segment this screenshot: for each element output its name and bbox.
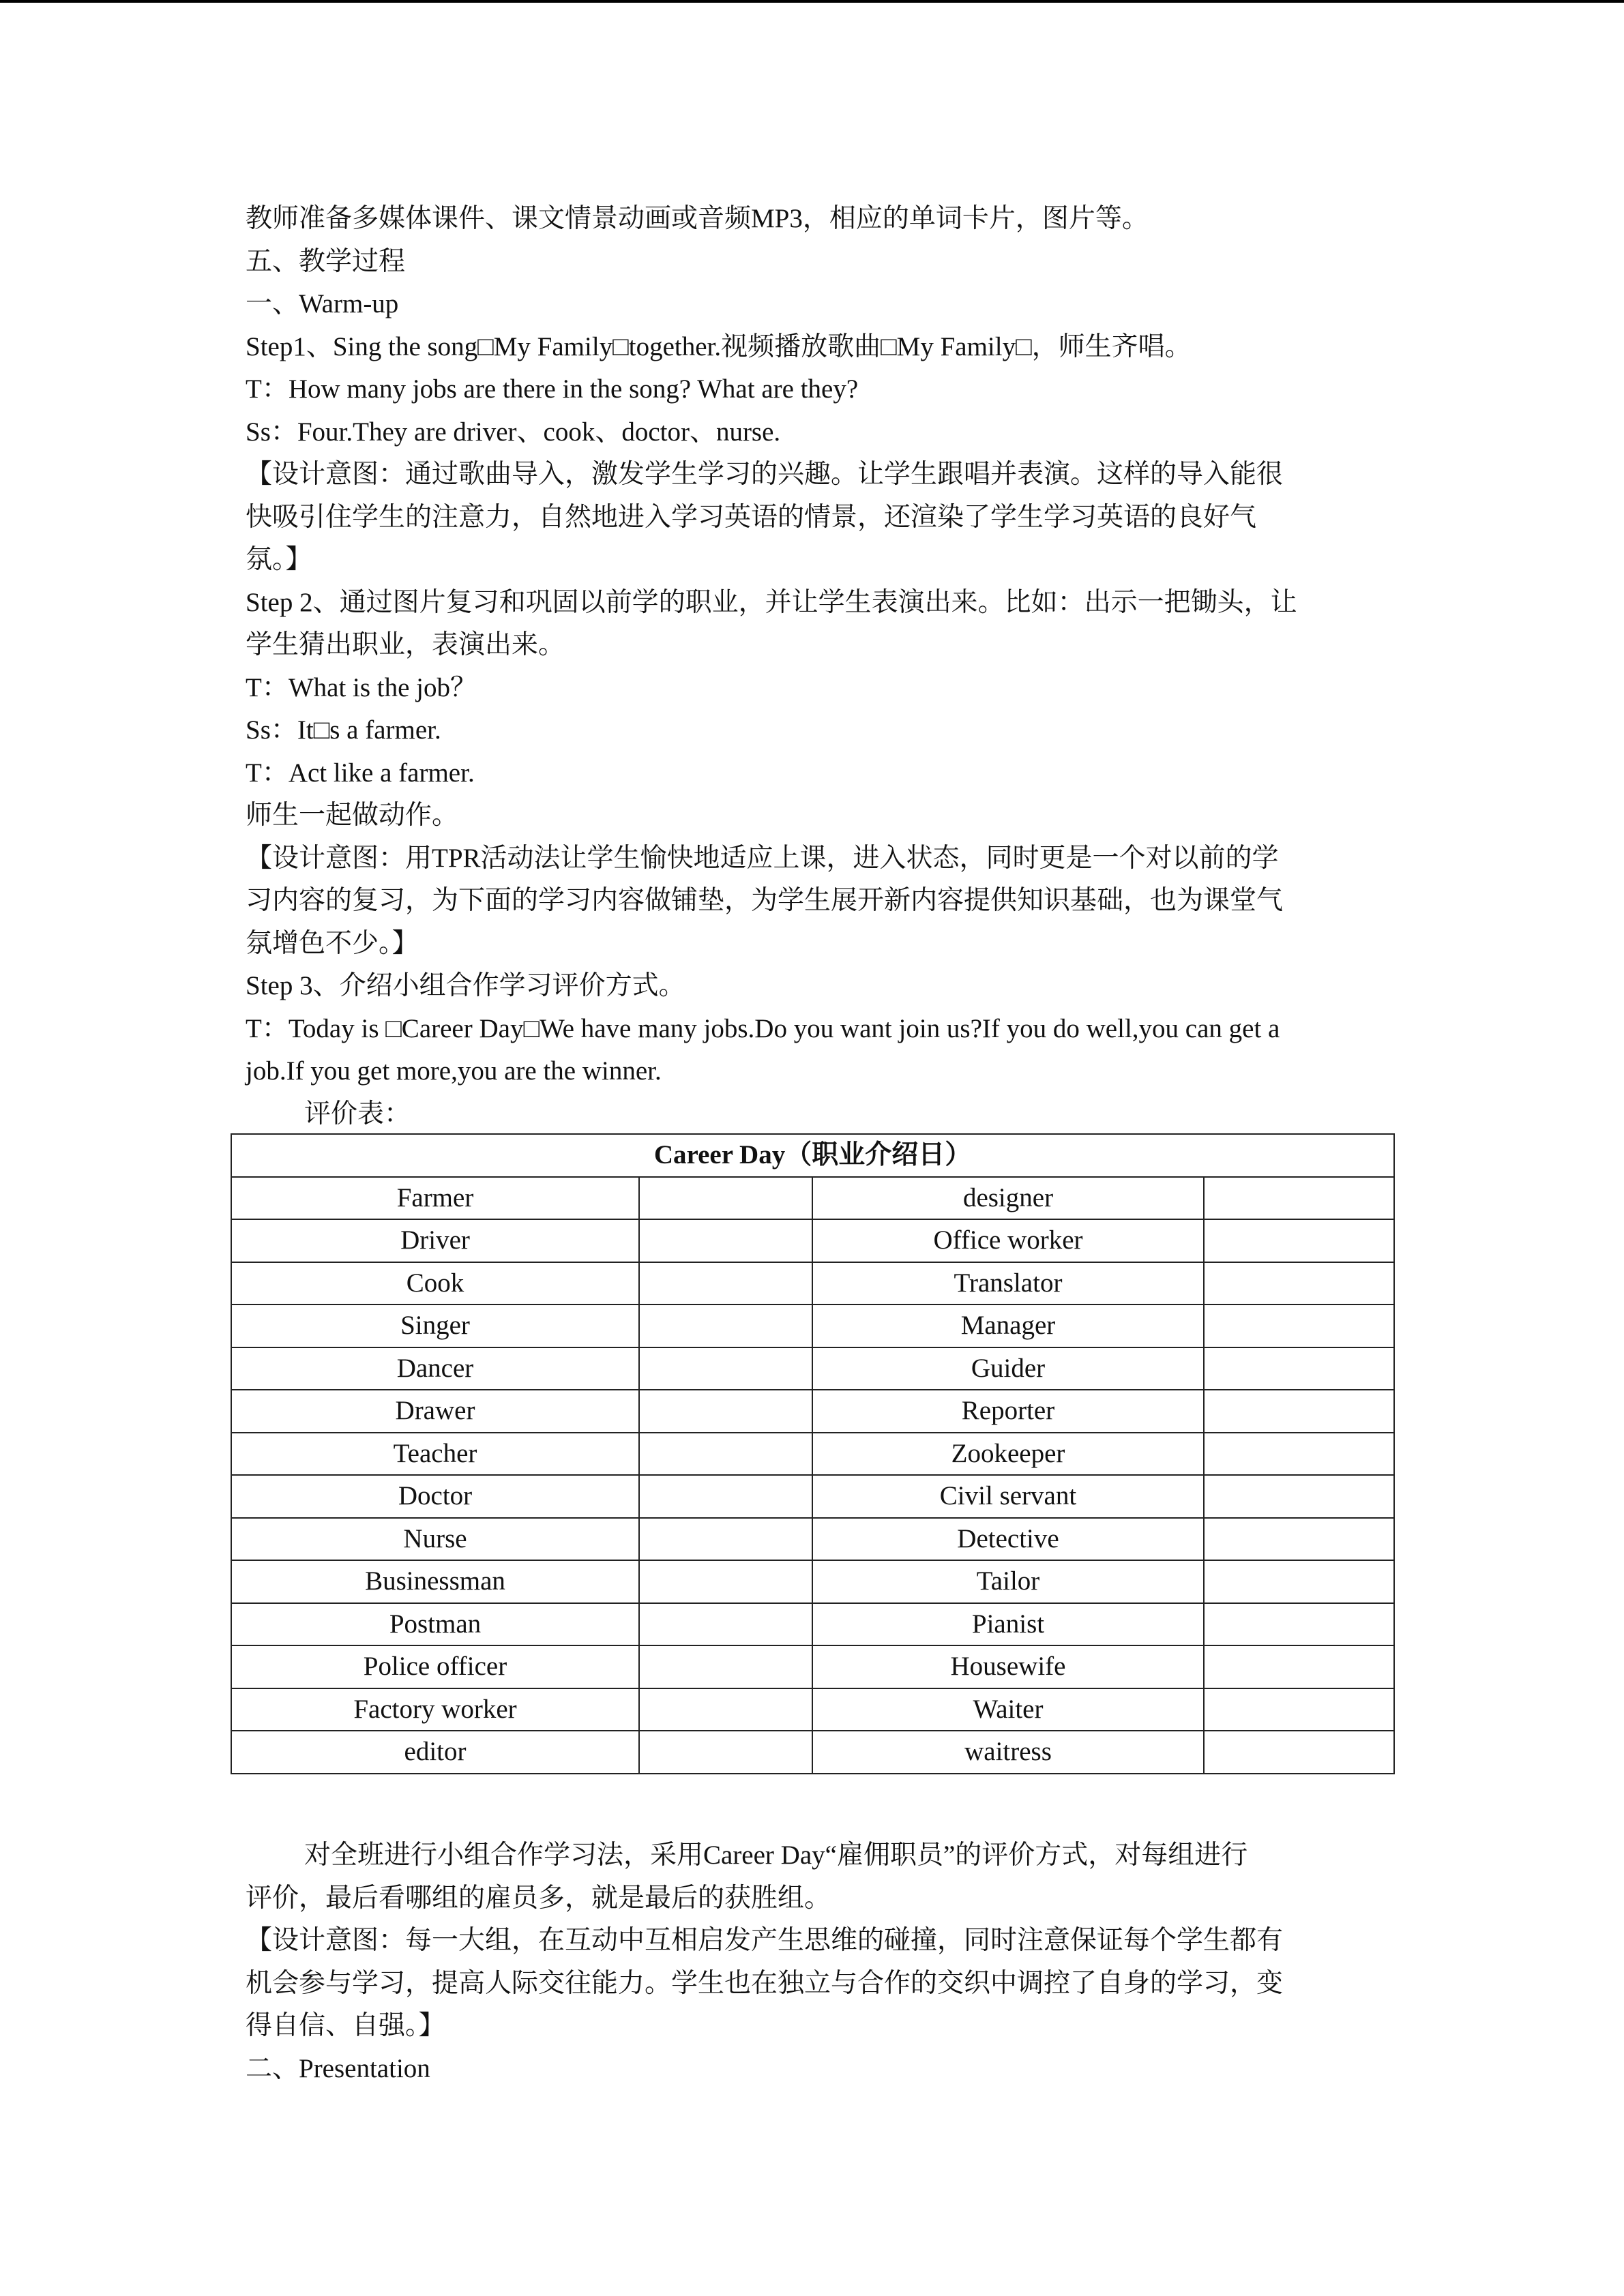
paragraph-line: Step1、Sing the song□My Family□together.视频播放歌曲□My Family□，师生齐唱。 [246,331,1192,361]
score-cell-left [639,1731,812,1774]
score-cell-right [1204,1390,1394,1433]
job-name-left: Dancer [231,1347,639,1390]
paragraph-line: 氛增色不少。】 [246,928,419,958]
paragraph-line: 对全班进行小组合作学习法，采用Career Day“雇佣职员”的评价方式，对每组进行 [304,1840,1248,1870]
table-title: Career Day（职业介绍日） [231,1134,1394,1177]
paragraph-line: 一、Warm-up [246,289,399,318]
table-row [231,1390,1394,1433]
score-cell-left [639,1262,812,1305]
score-cell-right [1204,1518,1394,1561]
paragraph-line: 学生猜出职业，表演出来。 [246,630,565,659]
job-name-right: Office worker [812,1219,1204,1262]
job-name-left: Driver [231,1219,639,1262]
paragraph-line: 评价表： [304,1099,411,1129]
paragraph-line: 五、教学过程 [246,246,406,276]
score-cell-right [1204,1688,1394,1731]
paragraph-line: T：What is the job？ [246,672,477,702]
paragraph-line: 习内容的复习，为下面的学习内容做铺垫，为学生展开新内容提供知识基础，也为课堂气 [246,886,1284,915]
paragraph-line: Ss：It□s a farmer. [246,715,441,745]
table-row [231,1731,1394,1774]
document-body-after-table [246,1834,1391,2090]
job-name-right: designer [812,1177,1204,1220]
table-row [231,1219,1394,1262]
score-cell-right [1204,1177,1394,1220]
paragraph-line: Ss：Four.They are driver、cook、doctor、nurse. [246,417,781,447]
table-row [231,1262,1394,1305]
table-row [231,1304,1394,1347]
table-row [231,1560,1394,1603]
score-cell-left [639,1560,812,1603]
score-cell-left [639,1645,812,1688]
score-cell-left [639,1433,812,1476]
score-cell-right [1204,1560,1394,1603]
score-cell-left [639,1347,812,1390]
score-cell-left [639,1603,812,1646]
paragraph-line: 得自信、自强。】 [246,2011,445,2040]
job-name-right: Civil servant [812,1475,1204,1518]
job-name-right: Guider [812,1347,1204,1390]
table-row [231,1347,1394,1390]
table-row [231,1688,1394,1731]
score-cell-right [1204,1475,1394,1518]
job-name-left: Nurse [231,1518,639,1561]
job-name-right: Zookeeper [812,1433,1204,1476]
score-cell-right [1204,1433,1394,1476]
paragraph-line: 教师准备多媒体课件、课文情景动画或音频MP3，相应的单词卡片，图片等。 [246,204,1149,233]
job-name-right: Tailor [812,1560,1204,1603]
table-body [231,1177,1394,1774]
score-cell-left [639,1177,812,1220]
job-name-right: Pianist [812,1603,1204,1646]
paragraph-line: 【设计意图：通过歌曲导入，激发学生学习的兴趣。让学生跟唱并表演。这样的导入能很 [246,460,1284,489]
table-row [231,1433,1394,1476]
job-name-right: Housewife [812,1645,1204,1688]
paragraph-line: T：Act like a farmer. [246,758,475,788]
job-name-right: waitress [812,1731,1204,1774]
paragraph-line: 【设计意图：用TPR活动法让学生愉快地适应上课，进入状态，同时更是一个对以前的学 [246,843,1279,873]
career-day-evaluation-table [231,1133,1395,1774]
document-body-before-table [246,198,1391,1135]
career-day-table-wrapper [231,1133,1393,1774]
job-name-right: Detective [812,1518,1204,1561]
score-cell-right [1204,1347,1394,1390]
table-row [231,1475,1394,1518]
score-cell-right [1204,1603,1394,1646]
job-name-left: Farmer [231,1177,639,1220]
job-name-left: Doctor [231,1475,639,1518]
paragraph-line: 机会参与学习，提高人际交往能力。学生也在独立与合作的交织中调控了自身的学习，变 [246,1968,1284,1998]
job-name-left: Police officer [231,1645,639,1688]
job-name-right: Reporter [812,1390,1204,1433]
table-row [231,1518,1394,1561]
score-cell-right [1204,1645,1394,1688]
score-cell-right [1204,1219,1394,1262]
score-cell-right [1204,1731,1394,1774]
paragraph-line: T：Today is □Career Day□We have many jobs.Do you want join us?If you do well,you can get a [246,1013,1280,1043]
job-name-left: Cook [231,1262,639,1305]
paragraph-line: Step 2、通过图片复习和巩固以前学的职业，并让学生表演出来。比如：出示一把锄头，让 [246,587,1297,617]
paragraph-line: 氛。】 [246,545,312,574]
score-cell-left [639,1219,812,1262]
job-name-right: Translator [812,1262,1204,1305]
paragraph-line: job.If you get more,you are the winner. [246,1056,662,1086]
paragraph-line: 【设计意图：每一大组，在互动中互相启发产生思维的碰撞，同时注意保证每个学生都有 [246,1926,1284,1955]
job-name-left: Teacher [231,1433,639,1476]
job-name-left: Factory worker [231,1688,639,1731]
table-title-row [231,1134,1394,1177]
job-name-left: Singer [231,1304,639,1347]
table-row [231,1603,1394,1646]
job-name-left: Postman [231,1603,639,1646]
top-border-rule [0,0,1624,3]
table-row [231,1645,1394,1688]
paragraph-line: 评价，最后看哪组的雇员多，就是最后的获胜组。 [246,1883,831,1913]
score-cell-left [639,1304,812,1347]
score-cell-left [639,1390,812,1433]
score-cell-left [639,1688,812,1731]
job-name-left: Drawer [231,1390,639,1433]
job-name-left: editor [231,1731,639,1774]
table-row [231,1177,1394,1220]
paragraph-line: 师生一起做动作。 [246,801,459,830]
paragraph-line: 二、Presentation [246,2053,430,2083]
score-cell-left [639,1518,812,1561]
score-cell-right [1204,1304,1394,1347]
paragraph-line: 快吸引住学生的注意力，自然地进入学习英语的情景，还渲染了学生学习英语的良好气 [246,502,1257,532]
job-name-right: Waiter [812,1688,1204,1731]
job-name-left: Businessman [231,1560,639,1603]
job-name-right: Manager [812,1304,1204,1347]
score-cell-right [1204,1262,1394,1305]
paragraph-line: T：How many jobs are there in the song? What are they? [246,374,859,404]
score-cell-left [639,1475,812,1518]
paragraph-line: Step 3、介绍小组合作学习评价方式。 [246,971,685,1000]
